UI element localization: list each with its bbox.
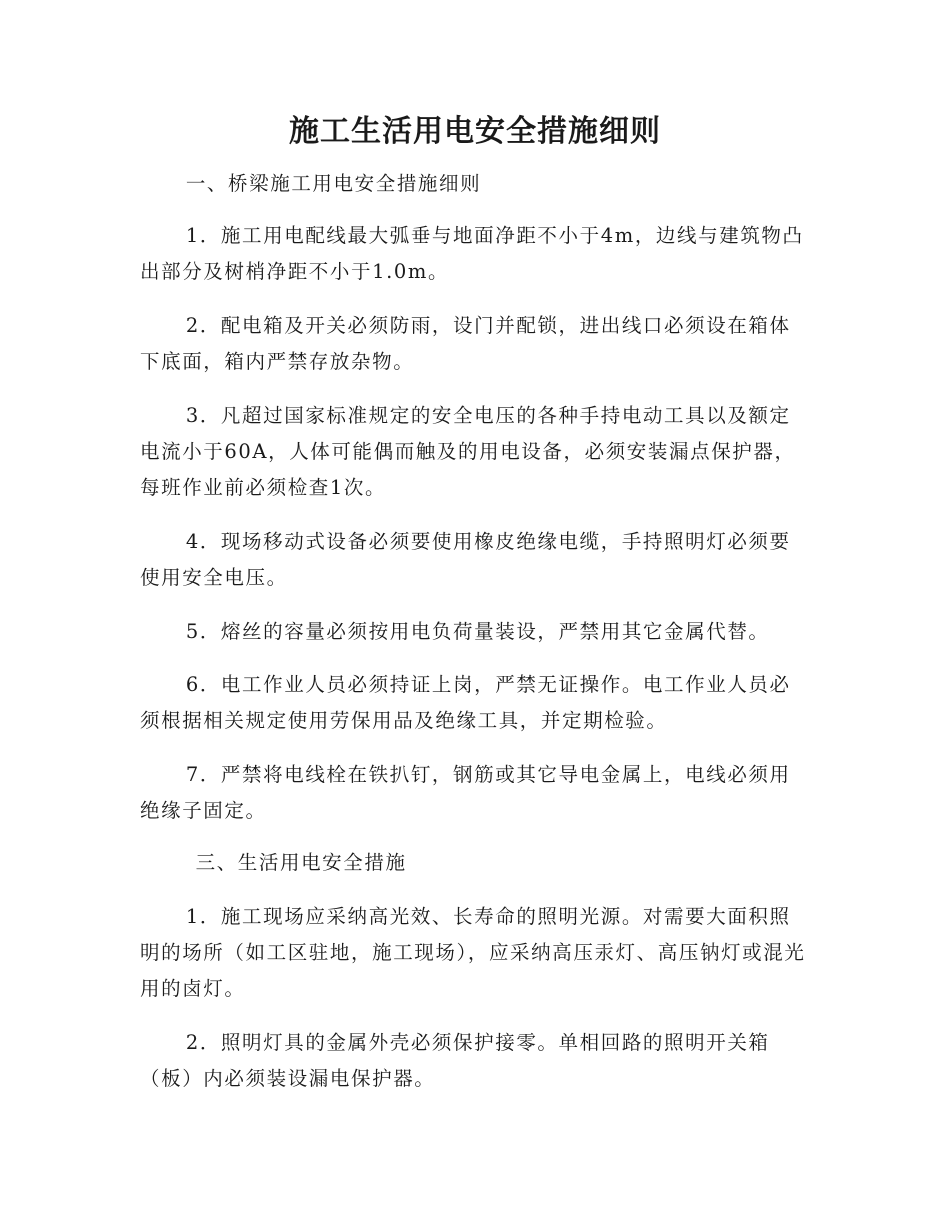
document-title: 施工生活用电安全措施细则 — [289, 114, 661, 149]
paragraph-1-1: 1．施工用电配线最大弧垂与地面净距不小于4m，边线与建筑物凸出部分及树梢净距不小于1.0m。 — [140, 224, 804, 283]
section-heading-3: 三、生活用电安全措施 — [195, 851, 407, 874]
paragraph-1-5: 5．熔丝的容量必须按用电负荷量装设，严禁用其它金属代替。 — [185, 620, 770, 643]
paragraph-3-2: 2．照明灯具的金属外壳必须保护接零。单相回路的照明开关箱（板）内必须装设漏电保护器。 — [140, 1031, 770, 1090]
paragraph-1-3: 3．凡超过国家标准规定的安全电压的各种手持电动工具以及额定电流小于60A，人体可能偶而触及的用电设备，必须安装漏点保护器，每班作业前必须检查1次。 — [140, 404, 796, 499]
paragraph-1-6: 6．电工作业人员必须持证上岗，严禁无证操作。电工作业人员必须根据相关规定使用劳保用品及绝缘工具，并定期检验。 — [140, 673, 791, 732]
paragraph-1-2: 2．配电箱及开关必须防雨，设门并配锁，进出线口必须设在箱体下底面，箱内严禁存放杂物。 — [140, 314, 791, 373]
paragraph-1-4: 4．现场移动式设备必须要使用橡皮绝缘电缆，手持照明灯必须要使用安全电压。 — [140, 530, 791, 589]
paragraph-3-1: 1．施工现场应采纳高光效、长寿命的照明光源。对需要大面积照明的场所（如工区驻地，施工现场），应采纳高压汞灯、高压钠灯或混光用的卤灯。 — [140, 905, 806, 1000]
section-heading-1: 一、桥梁施工用电安全措施细则 — [185, 172, 482, 195]
paragraph-1-7: 7．严禁将电线栓在铁扒钉，钢筋或其它导电金属上，电线必须用绝缘子固定。 — [140, 763, 791, 822]
